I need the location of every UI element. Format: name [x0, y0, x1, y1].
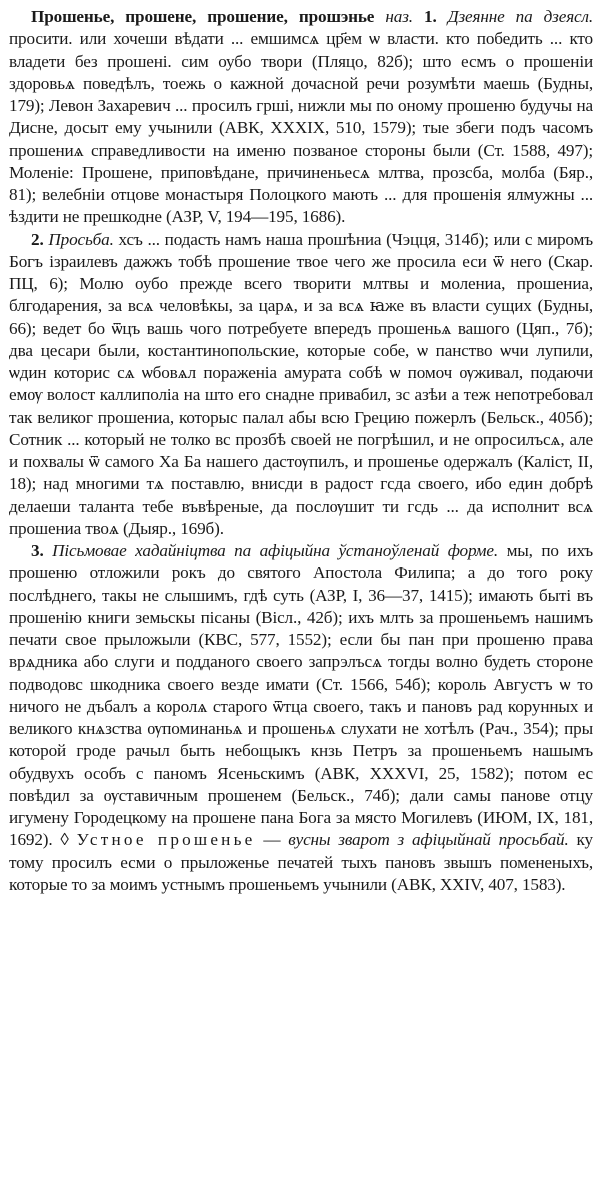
sense-2 [9, 229, 593, 541]
sense-number: 1. [424, 7, 437, 26]
subentry-dash: — [263, 830, 281, 850]
sense-number: 2. [31, 229, 44, 249]
subentry-text: ку тому просилъ есми о прыложенье печатей тыхъ пановъ звышъ помененыхъ, которые то за моимъ устнымъ прошеньемъ учынили (АВК, XXIV, 407, 1583). [9, 830, 593, 894]
sense-number: 3. [31, 541, 44, 560]
subentry-term: Устное прошенье [76, 830, 256, 850]
sense-definition: Просьба. [48, 229, 114, 249]
subentry-marker: ◊ [60, 830, 69, 850]
sense-1 [9, 6, 593, 229]
subentry-definition: вусны зварот з афіцыйнай просьбай. [288, 830, 569, 850]
headword: Прошенье, прошене, прошение, прошэнье [31, 7, 375, 26]
sense-text: просити. или хочеши вѣдати ... емшимсѧ цр҃ем ѡ власти. кто победить ... кто владети без прошені. сим оубо твори (Пляцо, 82б); што есмъ о прошеніи здоровьѧ поведѣлъ, тоежь о кажной дочасной речи розумѣти маешь (Будны, 179); Левон Захаревич ... просилъ грші, нижли мы по оному прошеню будучы на Дисне, досыт ему учынили (АВК, XXXIX, 510, 1579); тые збеги подъ часомъ прошениѧ справедливости на именю позваное стороны были (Ст. 1588, 497); Моленіе: Прошене, приповѣдане, причиненьесѧ млтва, прозсба, молба (Бяр., 81); велебніи отцове монастыря Полоцкого мають ... для прошенія ялмужны ... ѣздити не прешкодне (АЗР, V, 194—195, 1686). [9, 29, 593, 227]
sense-definition: Дзеянне па дзеясл. [447, 7, 594, 26]
part-of-speech: наз. [385, 7, 413, 26]
sense-3 [9, 540, 593, 896]
sense-text: хсъ ... подасть намъ наша прошѣниа (Чэцця, 314б); или с миромъ Богъ ізраилевъ дажжъ тобѣ прошение твое чего же просила еси ѿ него (Скар. ПЦ, 6); Молю оубо прежде всего творити млтвы и молениа, прошениа, блгодарения, за всѧ человѣкы, за царѧ, и за всѧ ꙗже въ власти сущих (Будны, 66); ведет бо ѿцъ вашь чого потребуете впередъ прошеньѧ вашого (Цяп., 7б); два цесари были, костантинопольские, которые собе, ѡ панство ѡчи лупили, ѡдин которис сѧ ѡбовѧл пораженіа амурата собѣ ѡ помоч ѹживал, подаючи емѹ волост каллиполіа на што его снадне привабил, зс азѣи а теж непотребовал так великог прошениа, которыс палал абы всю Грецию пожерлъ (Бельск., 405б); Сотник ... который не толко вс прозбѣ своей не погрѣшил, и не опросилъсѧ, але и похвалы ѿ самого Ха Ба нашего дастѹпилъ, и прошенье одержалъ (Каліст, II, 18); над многими тѧ поставлю, внисди в радост гсда своего, ибо един добрѣ делаеши таланта тебе въвѣреные, да послѹшит ти гсдь ... да исполнит всѧ прошениа твоѧ (Дыяр., 169б). [9, 229, 593, 538]
sense-definition: Пісьмовае хадайніцтва па афіцыйна ўстаноўленай форме. [52, 541, 498, 560]
sense-text: мы, по ихъ прошеню отложили рокъ до святого Апостола Филипа; а до того року послѣднего, такы не слышимъ, гдѣ суть (АЗР, I, 36—37, 1415); имають быті въ прошенію книги земьскы пісаны (Вісл., 42б); ихъ млть за прошеньемъ нашимъ печати свое прыложыли (КВС, 577, 1552); если бы пан при прошеню права врѧдника або слуги и подданого своего запрэлъсѧ тогды волно будеть стороне подводовс шкодника своего везде имати (Ст. 1566, 54б); король Августъ ѡ то ничого не дъбалъ а королѧ старого ѿтца своего, такъ и пановъ рад корунных и великого кнѧзства ѹпоминаньѧ и прошеньѧ слухати не хотѣлъ (Рач., 354); пры которой гроде рачыл быть небощыкъ кнзь Петръ за прошеньемъ нашымъ обудвухъ особъ с паномъ Ясеньскимъ (АВК, XXXVI, 25, 1582); потом ес повѣдил за ѹставичным прошенем (Бельск., 74б); дали самы панове отцу игумену Городецкому на прошене пана Бога за място Могилевъ (ИЮМ, IX, 181, 1692). [9, 541, 593, 850]
